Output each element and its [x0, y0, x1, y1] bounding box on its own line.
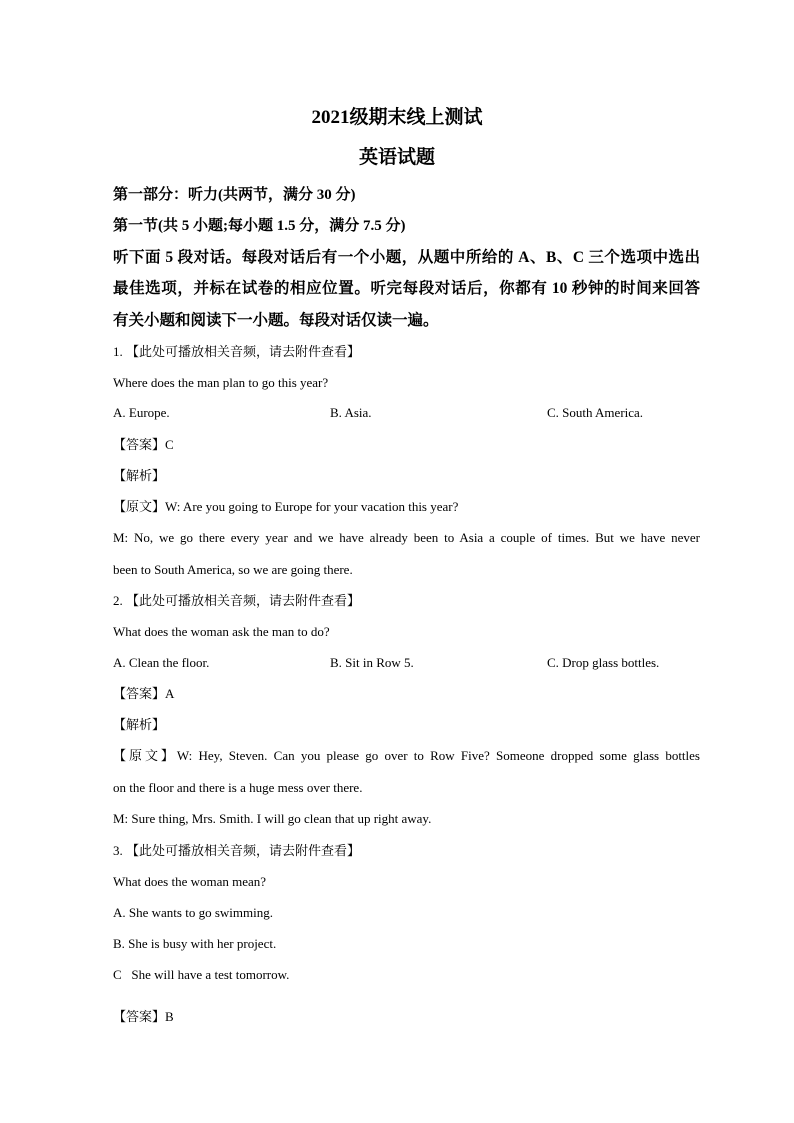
option-c: C. Drop glass bottles.: [547, 655, 660, 670]
option-b: B. Sit in Row 5.: [330, 655, 414, 670]
question-stem: Where does the man plan to go this year?: [113, 375, 329, 390]
transcript-line: M: Sure thing, Mrs. Smith. I will go clean that up right away.: [113, 811, 432, 826]
answer-label: 【答案】B: [113, 1009, 174, 1024]
question-header: 2. 【此处可播放相关音频，请去附件查看】: [113, 593, 361, 608]
question-header: 1. 【此处可播放相关音频，请去附件查看】: [113, 344, 361, 359]
option-c: C She will have a test tomorrow.: [113, 967, 290, 982]
transcript-line: 【原文】W: Hey, Steven. Can you please go over to Row Five? Someone dropped some glass bottles: [113, 748, 700, 763]
transcript-line: M: No, we go there every year and we have already been to Asia a couple of times. But we have never: [113, 530, 700, 545]
analysis-label: 【解析】: [113, 468, 166, 483]
page-subtitle: 英语试题: [358, 147, 435, 168]
page-title: 2021级期末线上测试: [311, 107, 483, 128]
question-header: 3. 【此处可播放相关音频，请去附件查看】: [113, 843, 361, 858]
answer-label: 【答案】C: [113, 437, 174, 452]
option-b: B. She is busy with her project.: [113, 936, 277, 951]
subsection-heading: 第一节(共 5 小题;每小题 1.5 分，满分 7.5 分): [113, 218, 406, 234]
option-a: A. Europe.: [113, 405, 170, 420]
transcript-line: on the floor and there is a huge mess over there.: [113, 780, 363, 795]
analysis-label: 【解析】: [113, 717, 166, 732]
transcript-line: 【原文】W: Are you going to Europe for your vacation this year?: [113, 499, 459, 514]
instruction-line: 听下面 5 段对话。每段对话后有一个小题，从题中所给的 A、B、C 三个选项中选出: [113, 249, 700, 266]
instruction-line: 有关小题和阅读下一小题。每段对话仅读一遍。: [113, 312, 439, 329]
part-heading: 第一部分：听力(共两节，满分 30 分): [113, 187, 356, 203]
instruction-line: 最佳选项，并标在试卷的相应位置。听完每段对话后，你都有 10 秒钟的时间来回答: [113, 280, 700, 297]
option-c: C. South America.: [547, 405, 644, 420]
option-b: B. Asia.: [330, 405, 372, 420]
answer-label: 【答案】A: [113, 686, 175, 701]
transcript-line: been to South America, so we are going there.: [113, 562, 353, 577]
question-stem: What does the woman ask the man to do?: [113, 624, 330, 639]
option-a: A. She wants to go swimming.: [113, 905, 273, 920]
question-stem: What does the woman mean?: [113, 874, 267, 889]
option-a: A. Clean the floor.: [113, 655, 210, 670]
